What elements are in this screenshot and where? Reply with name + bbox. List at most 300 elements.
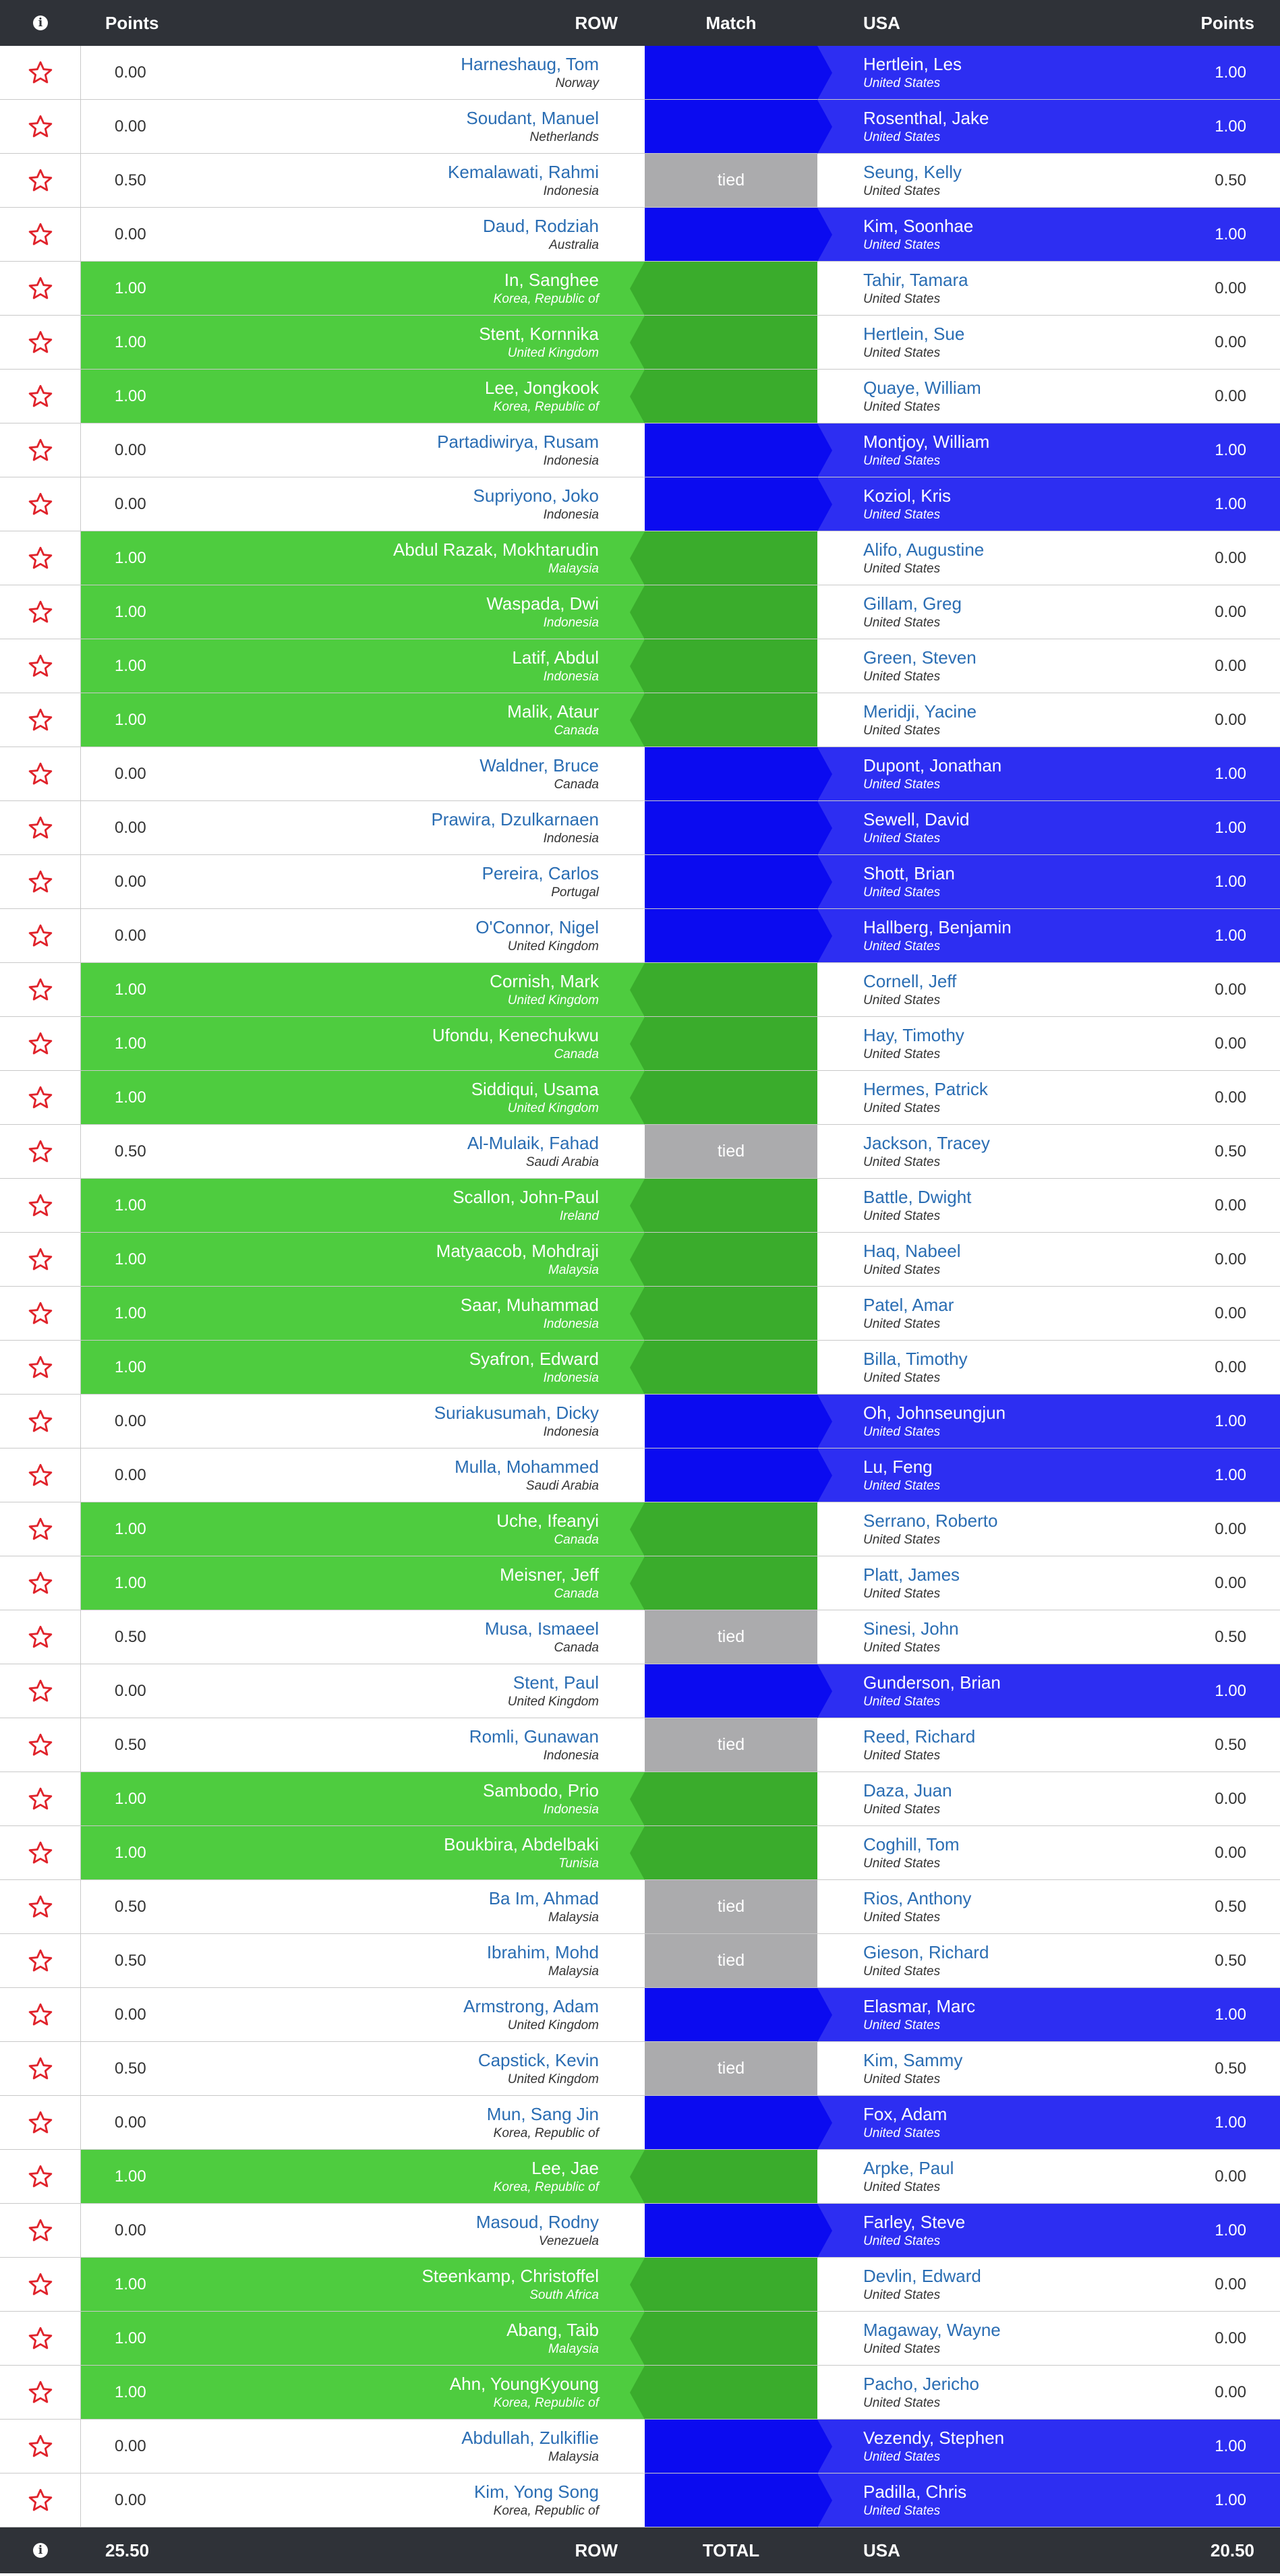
row-player-cell [81,1556,645,1610]
row-player-name[interactable]: Stent, Paul [513,1672,599,1693]
row-player-country: Indonesia [543,1802,599,1817]
usa-player-cell [817,423,1280,477]
favorite-cell [0,747,81,800]
usa-player-name[interactable]: Elasmar, Marc [863,1995,976,2016]
star-icon[interactable] [27,2055,54,2082]
star-icon[interactable] [27,2217,54,2244]
row-player-name[interactable]: O'Connor, Nigel [475,916,599,937]
row-player-country: Indonesia [543,1748,599,1763]
usa-player-country: United States [863,1586,941,1601]
usa-player-name[interactable]: Montjoy, William [863,431,990,452]
star-icon[interactable] [27,1840,54,1867]
header-row[interactable]: ROW [575,12,618,33]
usa-player-cell [817,1017,1280,1070]
star-icon[interactable] [27,761,54,788]
star-icon[interactable] [27,1354,54,1381]
match-result [645,2258,817,2311]
row-player-name[interactable]: Lee, Jongkook [484,377,599,398]
usa-player-cell [817,909,1280,962]
usa-player [817,2420,1159,2473]
star-icon[interactable] [27,1408,54,1435]
star-icon[interactable] [27,2109,54,2136]
row-player-name[interactable]: Meisner, Jeff [500,1564,599,1585]
usa-player-name[interactable]: Dupont, Jonathan [863,755,1002,775]
usa-player-name[interactable]: Green, Steven [863,647,977,668]
row-player-name[interactable]: Abdullah, Zulkiflie [461,2427,599,2448]
usa-player-name[interactable]: Reed, Richard [863,1726,976,1747]
row-player-name[interactable]: Waldner, Bruce [479,755,599,775]
star-icon[interactable] [27,1084,54,1111]
usa-player [817,316,1159,369]
usa-player-country: United States [863,939,941,954]
row-player-name[interactable]: Ba Im, Ahmad [488,1887,599,1908]
usa-player-name[interactable]: Vezendy, Stephen [863,2427,1005,2448]
star-icon[interactable] [27,437,54,464]
star-icon[interactable] [27,1300,54,1327]
favorite-cell [0,1826,81,1879]
row-player-name[interactable]: Ufondu, Kenechukwu [432,1024,599,1045]
row-points: 1.00 [115,1250,146,1268]
usa-player-cell [817,2258,1280,2311]
favorite-cell [0,1071,81,1124]
usa-player-name[interactable]: Meridji, Yacine [863,701,977,722]
row-player-name[interactable]: Capstick, Kevin [477,2049,599,2070]
usa-player-name[interactable]: Hertlein, Les [863,53,962,74]
match-row [0,1017,1280,1071]
usa-player-name[interactable]: Gillam, Greg [863,593,962,614]
row-player-cell [81,1826,645,1879]
usa-player [817,963,1159,1016]
usa-player-name[interactable]: Cornell, Jeff [863,970,957,991]
usa-player-name[interactable]: Kim, Sammy [863,2049,963,2070]
usa-points: 0.00 [1215,2382,1246,2401]
usa-player-country: United States [863,1424,941,1439]
usa-points: 0.00 [1215,1196,1246,1214]
usa-player-name[interactable]: Hertlein, Sue [863,323,965,344]
row-player [162,1664,645,1718]
usa-player-name[interactable]: Lu, Feng [863,1456,933,1477]
star-icon[interactable] [27,1192,54,1219]
row-player [162,370,645,423]
row-player-name[interactable]: Kemalawati, Rahmi [448,161,599,182]
row-player [162,2096,645,2149]
row-player-cell [81,1071,645,1124]
row-player-name[interactable]: Kim, Yong Song [473,2481,599,2502]
usa-player [817,2042,1159,2095]
star-icon[interactable] [27,2433,54,2460]
row-player [162,2420,645,2473]
star-icon[interactable] [27,1732,54,1759]
row-player-country: Malaysia [548,561,599,576]
usa-points: 0.00 [1215,710,1246,729]
star-icon[interactable] [27,491,54,518]
usa-player-name[interactable]: Farley, Steve [863,2211,966,2232]
row-points: 1.00 [115,1519,146,1538]
header-row-points[interactable]: Points [105,12,159,33]
usa-player-country: United States [863,993,941,1007]
usa-player-country: United States [863,615,941,630]
usa-player-name[interactable]: Rosenthal, Jake [863,107,989,128]
usa-player-name[interactable]: Daza, Juan [863,1780,952,1801]
usa-player-name[interactable]: Alifo, Augustine [863,539,985,560]
row-player-name[interactable]: Harneshaug, Tom [461,53,599,74]
usa-player [817,1772,1159,1825]
header-usa-points[interactable]: Points [1200,12,1254,33]
usa-player-cell [817,855,1280,908]
row-player-name[interactable]: Matyaacob, Mohdraji [436,1240,599,1261]
favorite-cell [0,1502,81,1556]
row-player-country: Canada [554,1532,599,1547]
row-player-name[interactable]: Uche, Ifeanyi [496,1510,599,1531]
row-points: 1.00 [115,1357,146,1376]
match-result [645,693,817,747]
row-player-cell [81,2096,645,2149]
row-player-cell [81,963,645,1016]
favorite-cell [0,1341,81,1394]
match-result [645,154,817,207]
usa-player-cell [817,262,1280,315]
usa-player-name[interactable]: Kim, Soonhae [863,215,974,236]
favorite-cell [0,801,81,854]
usa-player-name[interactable]: Haq, Nabeel [863,1240,961,1261]
usa-player [817,1880,1159,1933]
row-player-name[interactable]: Siddiqui, Usama [471,1078,599,1099]
row-points: 1.00 [115,1034,146,1053]
usa-player-country: United States [863,1370,941,1385]
match-result [645,1826,817,1879]
row-player-name[interactable]: Daud, Rodziah [483,215,599,236]
row-player-name[interactable]: Armstrong, Adam [463,1995,599,2016]
match-result [645,639,817,693]
star-icon[interactable] [27,545,54,572]
row-player-cell [81,693,645,747]
row-points: 0.00 [115,225,146,243]
usa-player-cell [817,1448,1280,1502]
row-player-cell [81,208,645,261]
row-player-cell [81,370,645,423]
row-player-name[interactable]: Lee, Jae [531,2157,599,2178]
row-player-name[interactable]: Ahn, YoungKyoung [449,2373,599,2394]
tied-label: tied [717,171,745,189]
match-result [645,801,817,854]
usa-player-country: United States [863,1316,941,1331]
usa-player-cell [817,477,1280,531]
star-icon[interactable] [27,1894,54,1921]
match-row [0,1179,1280,1233]
usa-points: 1.00 [1215,2436,1246,2455]
favorite-cell [0,2312,81,2365]
usa-player-name[interactable]: Serrano, Roberto [863,1510,998,1531]
usa-player-name[interactable]: Sinesi, John [863,1618,959,1639]
star-icon[interactable] [27,599,54,626]
row-points: 1.00 [115,1196,146,1214]
row-player [162,531,645,585]
usa-player [817,2150,1159,2203]
star-icon[interactable] [27,221,54,248]
usa-points: 1.00 [1215,440,1246,459]
usa-player-name[interactable]: Jackson, Tracey [863,1132,990,1153]
favorite-cell [0,1125,81,1178]
star-icon[interactable] [27,2271,54,2298]
info-icon[interactable]: i [33,2543,48,2558]
star-icon[interactable] [27,275,54,302]
row-points: 1.00 [115,2167,146,2186]
usa-player-country: United States [863,1910,941,1925]
star-icon[interactable] [27,1570,54,1597]
usa-player-name[interactable]: Oh, Johnseungjun [863,1402,1006,1423]
usa-player-country: United States [863,507,941,522]
row-points: 1.00 [115,1088,146,1107]
row-player-name[interactable]: Musa, Ismaeel [484,1618,599,1639]
match-result [645,1772,817,1825]
row-points: 0.50 [115,1627,146,1646]
star-icon[interactable] [27,2001,54,2028]
row-player-cell [81,2042,645,2095]
match-result [645,1934,817,1987]
favorite-cell [0,2366,81,2419]
star-icon[interactable] [27,869,54,896]
usa-points: 1.00 [1215,1681,1246,1700]
row-player [162,477,645,531]
row-player [162,1718,645,1772]
row-points: 1.00 [115,710,146,729]
row-player-name[interactable]: Mun, Sang Jin [486,2103,599,2124]
row-player-country: Indonesia [543,1424,599,1439]
match-result [645,909,817,962]
star-icon[interactable] [27,1246,54,1273]
star-icon[interactable] [27,815,54,842]
row-player-country: Tunisia [558,1856,599,1871]
usa-player-name[interactable]: Pacho, Jericho [863,2373,979,2394]
row-player-cell [81,423,645,477]
usa-player [817,154,1159,207]
usa-player [817,855,1159,908]
row-player-name[interactable]: Romli, Gunawan [469,1726,599,1747]
star-icon[interactable] [27,329,54,356]
row-player [162,2473,645,2527]
row-player-name[interactable]: Latif, Abdul [512,647,599,668]
row-player-name[interactable]: Boukbira, Abdelbaki [444,1834,599,1854]
row-player [162,2150,645,2203]
usa-player-cell [817,639,1280,693]
usa-player-cell [817,2096,1280,2149]
usa-player-country: United States [863,2287,941,2302]
row-player-cell [81,1934,645,1987]
match-row [0,2150,1280,2204]
usa-player-name[interactable]: Battle, Dwight [863,1186,972,1207]
star-icon[interactable] [27,59,54,86]
usa-player-name[interactable]: Seung, Kelly [863,161,962,182]
star-icon[interactable] [27,2163,54,2190]
info-icon[interactable]: i [33,16,48,30]
usa-points: 0.50 [1215,2059,1246,2078]
row-points: 1.00 [115,1573,146,1592]
match-result [645,1341,817,1394]
row-player-name[interactable]: Malik, Ataur [507,701,599,722]
match-result [645,1233,817,1286]
star-icon[interactable] [27,383,54,410]
row-player-cell [81,1017,645,1070]
row-player-name[interactable]: Supriyono, Joko [473,485,599,506]
star-icon[interactable] [27,167,54,194]
usa-player-name[interactable]: Billa, Timothy [863,1348,968,1369]
usa-player [817,747,1159,800]
usa-player-cell [817,1287,1280,1340]
usa-player-name[interactable]: Padilla, Chris [863,2481,967,2502]
star-icon[interactable] [27,113,54,140]
row-player-name[interactable]: Partadiwirya, Rusam [437,431,599,452]
usa-player-name[interactable]: Patel, Amar [863,1294,954,1315]
favorite-cell [0,2420,81,2473]
usa-points: 0.00 [1215,1357,1246,1376]
match-row [0,2204,1280,2258]
star-icon[interactable] [27,1030,54,1057]
star-icon[interactable] [27,1138,54,1165]
match-row [0,1772,1280,1826]
row-player-name[interactable]: Soudant, Manuel [466,107,599,128]
usa-player-name[interactable]: Tahir, Tamara [863,269,968,290]
usa-points: 0.00 [1215,1034,1246,1053]
row-player-name[interactable]: Sambodo, Prio [483,1780,599,1801]
row-player-name[interactable]: Syafron, Edward [469,1348,599,1369]
row-player-name[interactable]: Ibrahim, Mohd [486,1941,599,1962]
row-player-name[interactable]: Al-Mulaik, Fahad [467,1132,599,1153]
tied-label: tied [717,1735,745,1754]
tied-label: tied [717,2059,745,2078]
row-player-country: Canada [554,777,599,792]
usa-player-country: United States [863,2395,941,2410]
star-icon[interactable] [27,707,54,734]
usa-player-name[interactable]: Gunderson, Brian [863,1672,1001,1693]
usa-player [817,2366,1159,2419]
star-icon[interactable] [27,2325,54,2352]
usa-player-cell [817,1341,1280,1394]
row-player-name[interactable]: Suriakusumah, Dicky [434,1402,599,1423]
header-usa[interactable]: USA [863,12,900,33]
star-icon[interactable] [27,2379,54,2406]
match-result [645,2473,817,2527]
row-player-name[interactable]: Pereira, Carlos [482,862,599,883]
usa-player-cell [817,1610,1280,1664]
match-row [0,1934,1280,1988]
favorite-cell [0,1934,81,1987]
row-player-country: Malaysia [548,1262,599,1277]
row-player [162,1233,645,1286]
usa-player-cell [817,585,1280,639]
star-icon[interactable] [27,923,54,949]
row-player-name[interactable]: Mulla, Mohammed [455,1456,599,1477]
match-result [645,423,817,477]
row-points: 0.50 [115,2059,146,2078]
usa-player-country: United States [863,2179,941,2194]
usa-player-name[interactable]: Arpke, Paul [863,2157,954,2178]
favorite-cell [0,316,81,369]
usa-player-cell [817,2473,1280,2527]
favorite-cell [0,531,81,585]
row-player [162,2042,645,2095]
usa-player-name[interactable]: Sewell, David [863,809,970,829]
usa-player [817,2204,1159,2257]
star-icon[interactable] [27,1948,54,1974]
row-player-name[interactable]: Steenkamp, Christoffel [421,2265,599,2286]
star-icon[interactable] [27,1624,54,1651]
match-result [645,2366,817,2419]
star-icon[interactable] [27,1516,54,1543]
match-row [0,855,1280,909]
usa-player-name[interactable]: Hallberg, Benjamin [863,916,1012,937]
favorite-cell [0,208,81,261]
row-player [162,1772,645,1825]
usa-player-name[interactable]: Rios, Anthony [863,1887,972,1908]
row-player [162,1125,645,1178]
row-player-name[interactable]: Abang, Taib [506,2319,599,2340]
usa-player-name[interactable]: Gieson, Richard [863,1941,989,1962]
row-player-name[interactable]: Waspada, Dwi [486,593,599,614]
usa-points: 0.00 [1215,1843,1246,1862]
row-points: 1.00 [115,602,146,621]
table-header [0,0,1280,46]
usa-points: 0.00 [1215,279,1246,297]
row-player-country: Venezuela [538,2233,599,2248]
usa-player-country: United States [863,2233,941,2248]
row-player-country: Indonesia [543,1316,599,1331]
usa-player-name[interactable]: Fox, Adam [863,2103,948,2124]
row-player-name[interactable]: Saar, Muhammad [460,1294,599,1315]
match-row [0,1341,1280,1395]
match-row [0,1826,1280,1880]
star-icon[interactable] [27,1678,54,1705]
usa-player-name[interactable]: Hermes, Patrick [863,1078,988,1099]
header-match[interactable]: Match [705,12,757,33]
match-row [0,531,1280,585]
row-player [162,46,645,99]
usa-player-name[interactable]: Hay, Timothy [863,1024,964,1045]
usa-player-name[interactable]: Platt, James [863,1564,960,1585]
star-icon[interactable] [27,1462,54,1489]
match-row [0,370,1280,423]
star-icon[interactable] [27,1786,54,1813]
row-player-country: Canada [554,1586,599,1601]
star-icon[interactable] [27,976,54,1003]
star-icon[interactable] [27,653,54,680]
match-result [645,1718,817,1772]
usa-player-name[interactable]: Magaway, Wayne [863,2319,1001,2340]
match-result [645,2204,817,2257]
row-player-name[interactable]: Cornish, Mark [490,970,599,991]
row-player-name[interactable]: In, Sanghee [504,269,599,290]
row-player-name[interactable]: Stent, Kornnika [479,323,599,344]
usa-player-name[interactable]: Shott, Brian [863,862,955,883]
match-result [645,46,817,99]
usa-player-name[interactable]: Koziol, Kris [863,485,952,506]
star-icon[interactable] [27,2487,54,2514]
row-player-name[interactable]: Prawira, Dzulkarnaen [431,809,599,829]
row-player-cell [81,46,645,99]
usa-player-country: United States [863,1640,941,1655]
usa-player [817,1395,1159,1448]
row-player-country: Canada [554,1047,599,1061]
row-points: 0.50 [115,171,146,189]
usa-points: 0.50 [1215,1735,1246,1754]
row-player-name[interactable]: Scallon, John-Paul [453,1186,599,1207]
row-player-name[interactable]: Masoud, Rodny [475,2211,599,2232]
match-result [645,531,817,585]
usa-points: 1.00 [1215,117,1246,136]
row-player-name[interactable]: Abdul Razak, Mokhtarudin [393,539,599,560]
usa-player-name[interactable]: Devlin, Edward [863,2265,981,2286]
usa-player-name[interactable]: Quaye, William [863,377,981,398]
usa-player-name[interactable]: Coghill, Tom [863,1834,960,1854]
